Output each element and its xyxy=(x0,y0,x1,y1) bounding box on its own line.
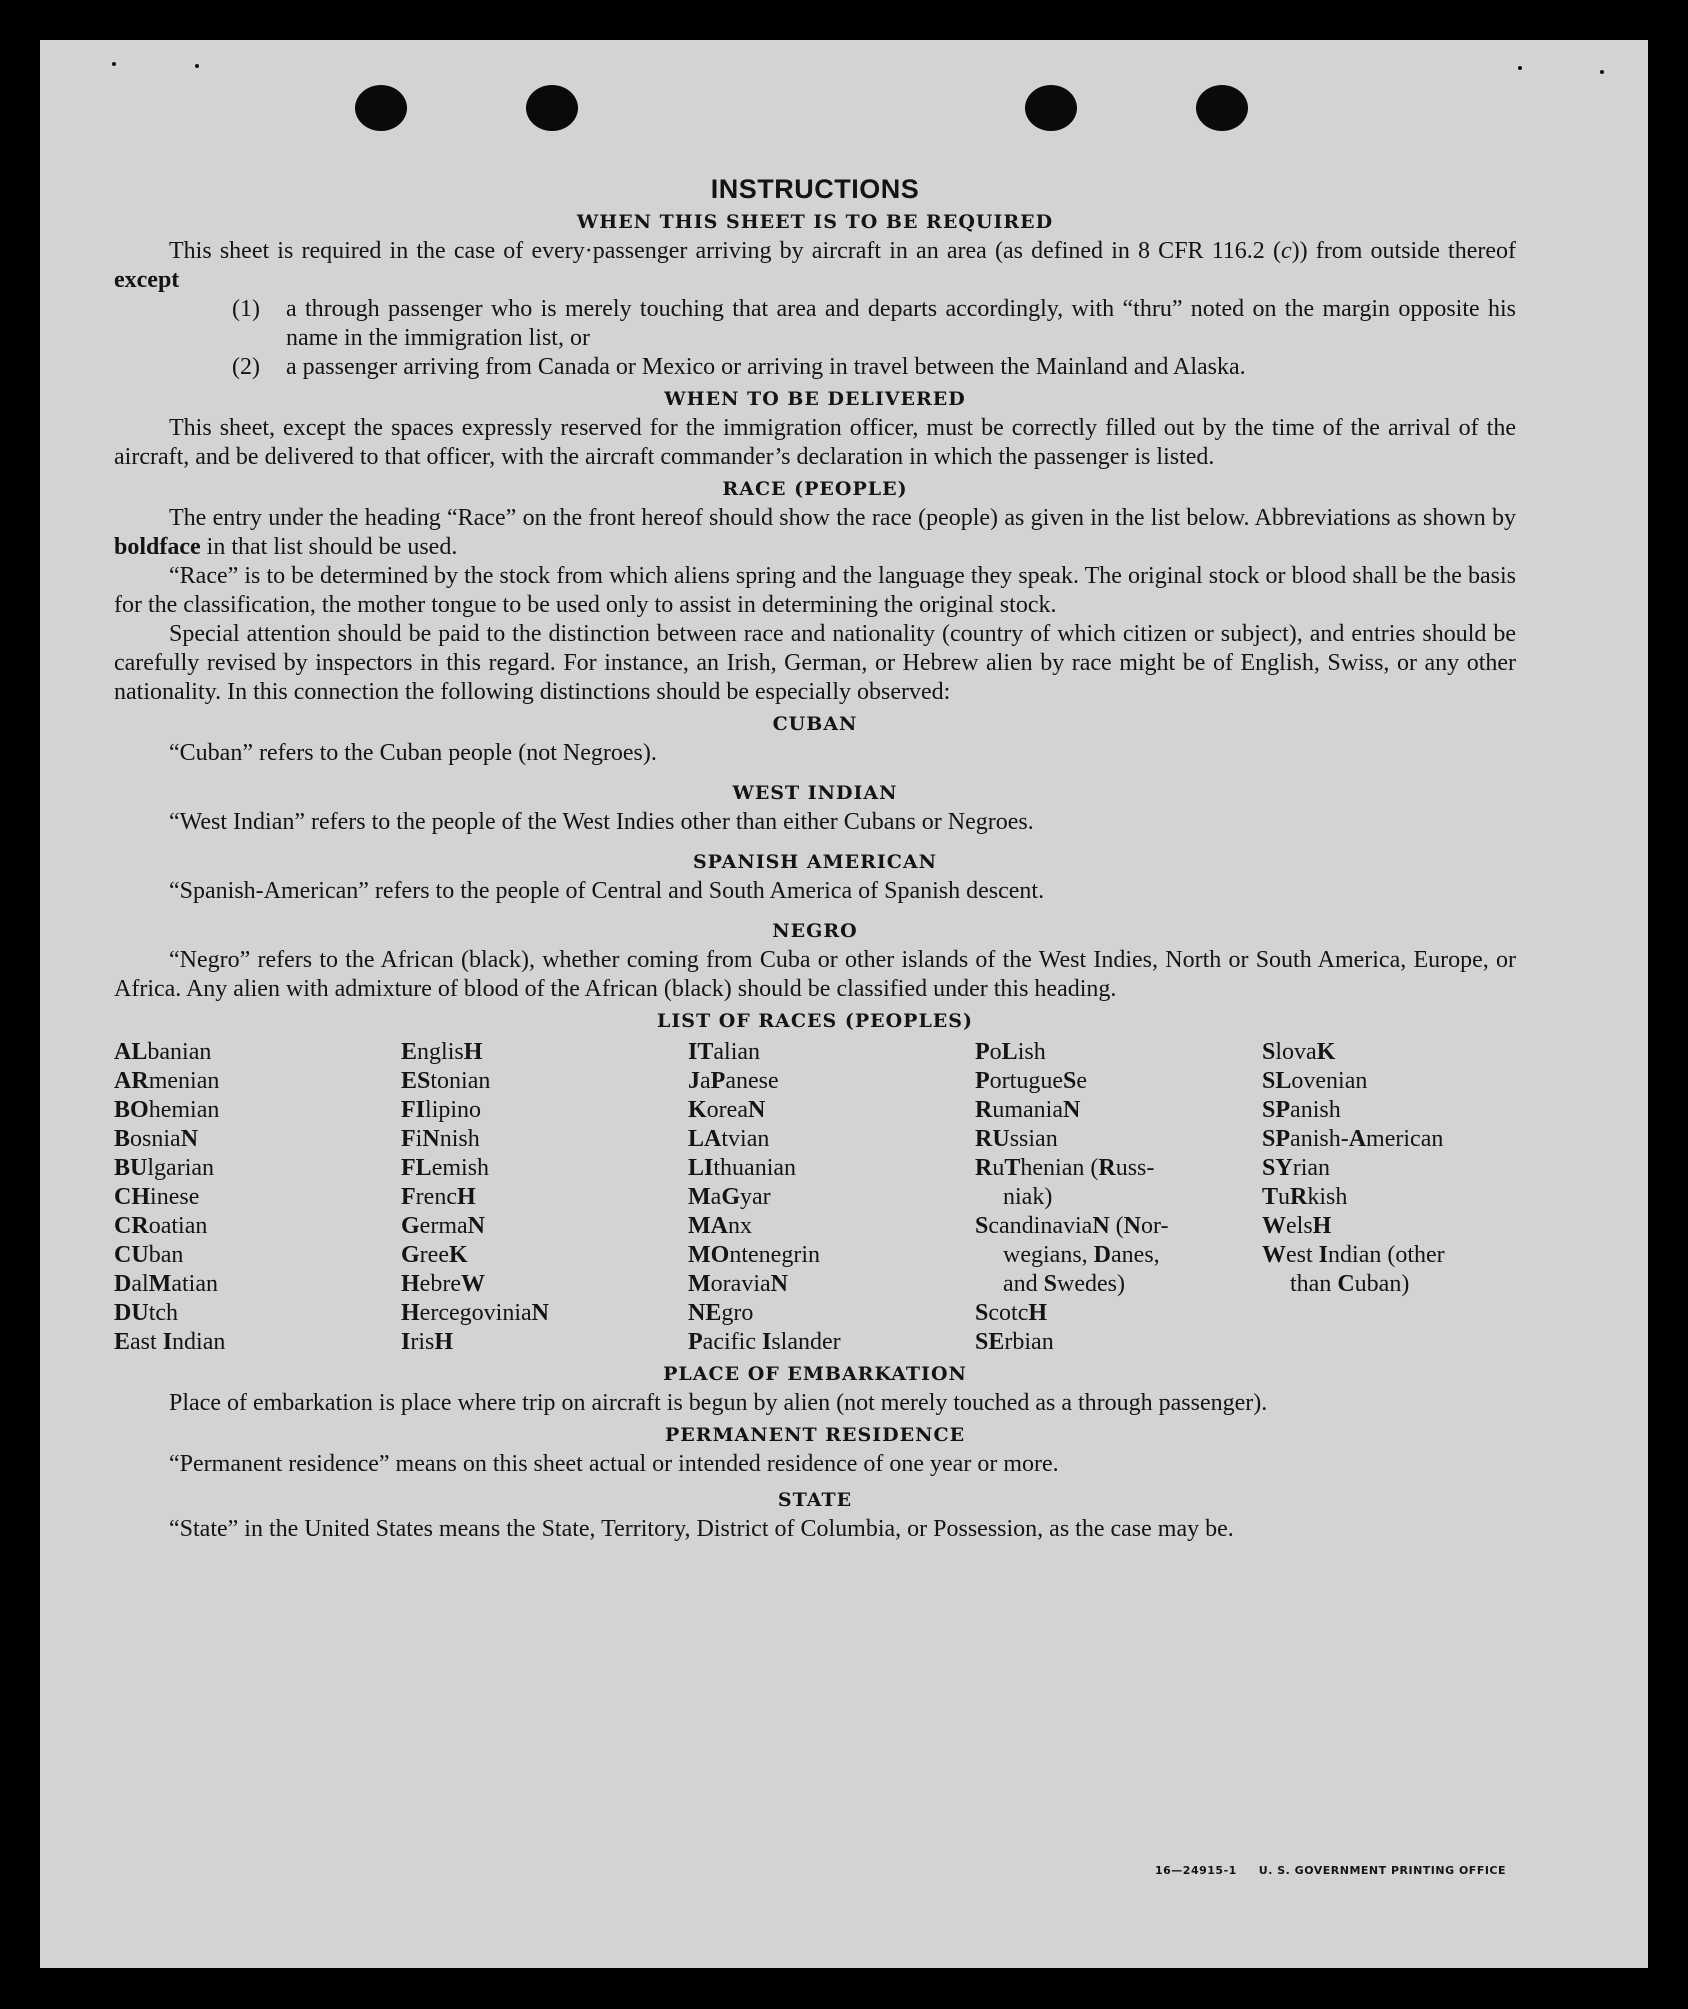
race-entry: WelsH xyxy=(1262,1213,1332,1239)
race-entry: SlovaK xyxy=(1262,1039,1336,1065)
punch-hole xyxy=(1025,85,1077,131)
race-bold: boldface xyxy=(114,534,201,560)
punch-hole xyxy=(1196,85,1248,131)
race-entry: HebreW xyxy=(401,1271,485,1297)
races-column xyxy=(1262,1038,1522,1357)
when-delivered-text: This sheet, except the spaces expressly reserved for the immigration officer, must be correctly filled out by the time of the arrival of the aircraft, and be delivered to that officer, with the aircraft commander’s declaration in which the passenger is listed. xyxy=(114,415,1516,470)
race-entry: HercegoviniaN xyxy=(401,1300,549,1326)
race-entry: FrencH xyxy=(401,1184,476,1210)
race-entry: GermaN xyxy=(401,1213,485,1239)
heading-when-delivered: WHEN TO BE DELIVERED xyxy=(664,388,966,410)
heading-race: RACE (PEOPLE) xyxy=(722,478,908,500)
race-entry: MaGyar xyxy=(688,1184,771,1210)
intro-bold: except xyxy=(114,267,180,293)
race-entry: BUlgarian xyxy=(114,1155,215,1181)
race-entry: RUssian xyxy=(975,1126,1058,1152)
race-entry: RumaniaN xyxy=(975,1097,1081,1123)
races-column xyxy=(688,1038,975,1357)
race-entry: DalMatian xyxy=(114,1271,218,1297)
form-code: 16—24915-1 xyxy=(1155,1864,1237,1877)
race-entry: ARmenian xyxy=(114,1068,220,1094)
when-required-intro: This sheet is required in the case of every·passenger arriving by aircraft in an area (as defined in 8 CFR 116.2 (c)) from outside thereof except xyxy=(114,238,1516,293)
race-entry: ITalian xyxy=(688,1039,761,1065)
race-paragraph xyxy=(114,504,1516,562)
races-table xyxy=(114,1038,1516,1357)
intro-part: passenger arriving by aircraft in an area (as defined in 8 CFR 116.2 ( xyxy=(592,238,1281,264)
printer-name: U. S. GOVERNMENT PRINTING OFFICE xyxy=(1258,1864,1507,1877)
race-entry: West Indian (other xyxy=(1262,1242,1445,1268)
race-entry: Pacific Islander xyxy=(688,1329,841,1355)
race-entry: EStonian xyxy=(401,1068,491,1094)
race-entry: EnglisH xyxy=(401,1039,483,1065)
races-column xyxy=(114,1038,401,1357)
item-text: a passenger arriving from Canada or Mexico or arriving in travel between the Mainland and Alaska. xyxy=(286,354,1246,380)
race-entry: PoLish xyxy=(975,1039,1046,1065)
intro-part: )) from outside thereof xyxy=(1291,238,1516,264)
race-entry: BosniaN xyxy=(114,1126,199,1152)
race-entry: MoraviaN xyxy=(688,1271,788,1297)
negro-text: “Negro” refers to the African (black), whether coming from Cuba or other islands of the West Indies, North or South America, Europe, or Africa. Any alien with admixture of blood of the African (black) should be classified under this heading. xyxy=(114,947,1516,1002)
race-entry: SPanish-American xyxy=(1262,1126,1444,1152)
heading-embarkation: PLACE OF EMBARKATION xyxy=(663,1363,967,1385)
heading-negro: NEGRO xyxy=(772,920,858,942)
item-number: (2) xyxy=(232,354,260,380)
race-entry: ScandinaviaN (Nor- xyxy=(975,1213,1169,1239)
race-entry: KoreaN xyxy=(688,1097,766,1123)
embarkation-text: Place of embarkation is place where trip on aircraft is begun by alien (not merely touched as a through passenger). xyxy=(169,1390,1268,1416)
west-indian-text: “West Indian” refers to the people of the West Indies other than either Cubans or Negroes. xyxy=(169,809,1034,835)
race-entry: CHinese xyxy=(114,1184,200,1210)
race-entry: ScotcH xyxy=(975,1300,1048,1326)
state-text: “State” in the United States means the State, Territory, District of Columbia, or Possession, as the case may be. xyxy=(169,1516,1234,1542)
race-entry: MAnx xyxy=(688,1213,752,1239)
exception-item xyxy=(114,295,1516,353)
residence-text: “Permanent residence” means on this sheet actual or intended residence of one year or more. xyxy=(169,1451,1059,1477)
speck xyxy=(112,62,116,66)
race-entry: IrisH xyxy=(401,1329,454,1355)
race-entry: CUban xyxy=(114,1242,184,1268)
race-entry: SPanish xyxy=(1262,1097,1341,1123)
race-entry: MOntenegrin xyxy=(688,1242,820,1268)
race-entry: RuThenian (Russ- xyxy=(975,1155,1155,1181)
race-entry: SErbian xyxy=(975,1329,1054,1355)
heading-cuban: CUBAN xyxy=(772,713,858,735)
page-title: INSTRUCTIONS xyxy=(710,174,920,204)
punch-hole xyxy=(355,85,407,131)
race-entry: JaPanese xyxy=(688,1068,779,1094)
race-entry: SLovenian xyxy=(1262,1068,1368,1094)
punch-hole xyxy=(526,85,578,131)
heading-spanish-american: SPANISH AMERICAN xyxy=(692,851,938,873)
race-entry: ALbanian xyxy=(114,1039,212,1065)
intro-part: This sheet is required in the case of every xyxy=(169,238,585,264)
instructions-body xyxy=(114,174,1516,1544)
race-entry: LIthuanian xyxy=(688,1155,797,1181)
exception-item xyxy=(114,353,1516,382)
race-entry: and Swedes) xyxy=(1003,1271,1126,1297)
races-column xyxy=(975,1038,1262,1357)
speck xyxy=(195,64,199,68)
race-entry: wegians, Danes, xyxy=(1003,1242,1160,1268)
race-entry: CRoatian xyxy=(114,1213,208,1239)
speck xyxy=(1518,66,1522,70)
races-column xyxy=(401,1038,688,1357)
race-entry: PortugueSe xyxy=(975,1068,1088,1094)
item-number: (1) xyxy=(232,296,260,322)
race-entry: SYrian xyxy=(1262,1155,1331,1181)
race-entry: LAtvian xyxy=(688,1126,770,1152)
race-entry: niak) xyxy=(1003,1184,1053,1210)
race-text: The entry under the heading “Race” on the front hereof should show the race (people) as given in the list below. Abbreviations as shown by xyxy=(169,505,1516,531)
race-entry: BOhemian xyxy=(114,1097,220,1123)
intro-italic: c xyxy=(1280,238,1292,264)
race-entry: than Cuban) xyxy=(1290,1271,1410,1297)
heading-list-of-races: LIST OF RACES (PEOPLES) xyxy=(657,1010,973,1032)
spanish-american-text: “Spanish-American” refers to the people of Central and South America of Spanish descent. xyxy=(169,878,1045,904)
race-entry: East Indian xyxy=(114,1329,226,1355)
printer-imprint xyxy=(1155,1864,1528,1877)
race-entry: FIlipino xyxy=(401,1097,482,1123)
heading-when-required: WHEN THIS SHEET IS TO BE REQUIRED xyxy=(576,211,1054,233)
race-paragraph: “Race” is to be determined by the stock from which aliens spring and the language they speak. The original stock or blood shall be the basis for the classification, the mother tongue to be used only to assist in determining the original stock. xyxy=(114,563,1516,618)
race-entry: FiNnish xyxy=(401,1126,480,1152)
race-paragraph: Special attention should be paid to the distinction between race and nationality (country of which citizen or subject), and entries should be carefully revised by inspectors in this regard. For instance, an Irish, German, or Hebrew alien by race might be of English, Swiss, or any other nationality. In this connection the following distinctions should be especially observed: xyxy=(114,621,1516,705)
race-entry: FLemish xyxy=(401,1155,490,1181)
cuban-text: “Cuban” refers to the Cuban people (not Negroes). xyxy=(169,740,657,766)
race-entry: GreeK xyxy=(401,1242,468,1268)
speck xyxy=(1600,70,1604,74)
race-entry: DUtch xyxy=(114,1300,179,1326)
heading-west-indian: WEST INDIAN xyxy=(732,782,898,804)
race-entry: NEgro xyxy=(688,1300,754,1326)
heading-state: STATE xyxy=(777,1489,853,1511)
instruction-sheet xyxy=(40,40,1648,1968)
heading-residence: PERMANENT RESIDENCE xyxy=(664,1424,966,1446)
race-text: in that list should be used. xyxy=(200,534,458,560)
race-entry: TuRkish xyxy=(1262,1184,1348,1210)
item-text: a through passenger who is merely touching that area and departs accordingly, with “thru” noted on the margin opposite his name in the immigration list, or xyxy=(286,296,1516,351)
